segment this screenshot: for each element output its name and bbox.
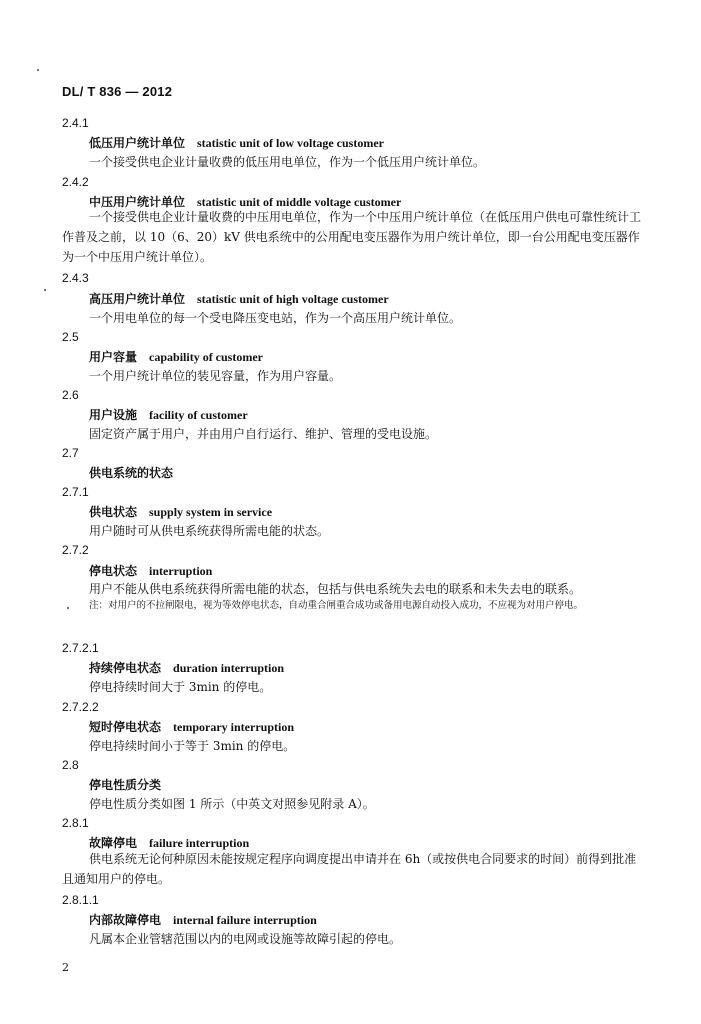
clause-number: 2.7 (62, 446, 79, 460)
clause-number: 2.7.2.2 (62, 700, 99, 714)
term-en: temporary interruption (173, 720, 294, 734)
term-en: facility of customer (149, 408, 248, 422)
term-heading (89, 290, 389, 307)
clause-number: 2.4.2 (62, 175, 89, 189)
scan-speck (67, 607, 69, 609)
term-en: duration interruption (173, 661, 285, 675)
clause-number: 2.7.2 (62, 543, 89, 557)
term-heading (89, 134, 384, 151)
term-en: statistic unit of low voltage customer (197, 136, 384, 150)
term-zh: 故障停电 (89, 836, 138, 850)
term-en: capability of customer (149, 350, 263, 364)
term-en: internal failure interruption (173, 913, 317, 927)
term-definition: 供电系统无论何种原因未能按规定程序向调度提出申请并在 6h（或按供电合同要求的时间）前得到批准且通知用户的停电。 (62, 852, 637, 886)
term-definition: 停电持续时间大于 3min 的停电。 (89, 680, 272, 694)
term-definition: 用户随时可从供电系统获得所需电能的状态。 (89, 524, 330, 538)
term-definition: 一个接受供电企业计量收费的中压用电单位，作为一个中压用户统计单位（在低压用户供电可靠性统计工作普及之前，以 10（6、20）kV 供电系统中的公用配电变压器作为用户统计单位，即一台公用配电变压器作为一个中压用户统计单位）。 (62, 210, 642, 264)
clause-number: 2.7.2.1 (62, 641, 99, 655)
term-en: statistic unit of middle voltage customer (197, 195, 402, 209)
term-heading (89, 503, 272, 520)
term-zh: 中压用户统计单位 (89, 195, 186, 209)
term-zh: 高压用户统计单位 (89, 292, 186, 306)
scan-speck (37, 69, 39, 71)
clause-number: 2.7.1 (62, 485, 89, 499)
term-definition: 停电性质分类如图 1 所示（中英文对照参见附录 A）。 (89, 797, 375, 811)
term-zh: 供电状态 (89, 505, 138, 519)
term-heading (89, 348, 263, 365)
term-definition: 停电持续时间小于等于 3min 的停电。 (89, 739, 296, 753)
term-definition: 固定资产属于用户，并由用户自行运行、维护、管理的受电设施。 (89, 427, 438, 441)
term-zh: 持续停电状态 (89, 661, 162, 675)
term-heading (89, 406, 248, 423)
term-en: statistic unit of high voltage customer (197, 292, 389, 306)
clause-number: 2.8 (62, 758, 79, 772)
term-zh: 内部故障停电 (89, 913, 162, 927)
term-zh: 停电性质分类 (89, 778, 162, 792)
term-en: supply system in service (149, 505, 273, 519)
term-heading (89, 718, 294, 735)
page-number: 2 (62, 961, 69, 974)
note: 注：对用户的不拉闸限电，视为等效停电状态，自动重合闸重合成功或备用电源自动投入成功，不应视为对用户停电。 (89, 600, 584, 611)
term-en: interruption (149, 564, 213, 578)
term-zh: 停电状态 (89, 564, 138, 578)
term-heading (89, 562, 212, 579)
term-zh: 供电系统的状态 (89, 466, 174, 480)
term-heading (89, 659, 284, 676)
term-definition: 凡属本企业管辖范围以内的电网或设施等故障引起的停电。 (89, 932, 402, 946)
clause-number: 2.4.1 (62, 116, 89, 130)
clause-number: 2.5 (62, 330, 79, 344)
standard-code-header: DL/ T 836 — 2012 (62, 84, 173, 99)
term-zh: 用户容量 (89, 350, 138, 364)
clause-number: 2.4.3 (62, 271, 89, 285)
term-definition: 一个接受供电企业计量收费的低压用电单位，作为一个低压用户统计单位。 (89, 155, 486, 169)
term-zh: 短时停电状态 (89, 720, 162, 734)
clause-number: 2.6 (62, 388, 79, 402)
clause-number: 2.8.1 (62, 816, 89, 830)
clause-number: 2.8.1.1 (62, 893, 99, 907)
term-zh: 低压用户统计单位 (89, 136, 186, 150)
term-zh: 用户设施 (89, 408, 138, 422)
term-definition: 一个用户统计单位的装见容量，作为用户容量。 (89, 369, 342, 383)
term-heading (89, 776, 161, 793)
term-definition: 一个用电单位的每一个受电降压变电站，作为一个高压用户统计单位。 (89, 311, 462, 325)
term-en: failure interruption (149, 836, 250, 850)
term-heading (89, 464, 173, 481)
scan-speck (44, 289, 46, 291)
term-heading (89, 911, 317, 928)
term-definition: 用户不能从供电系统获得所需电能的状态，包括与供电系统失去电的联系和未失去电的联系。 (89, 582, 582, 596)
